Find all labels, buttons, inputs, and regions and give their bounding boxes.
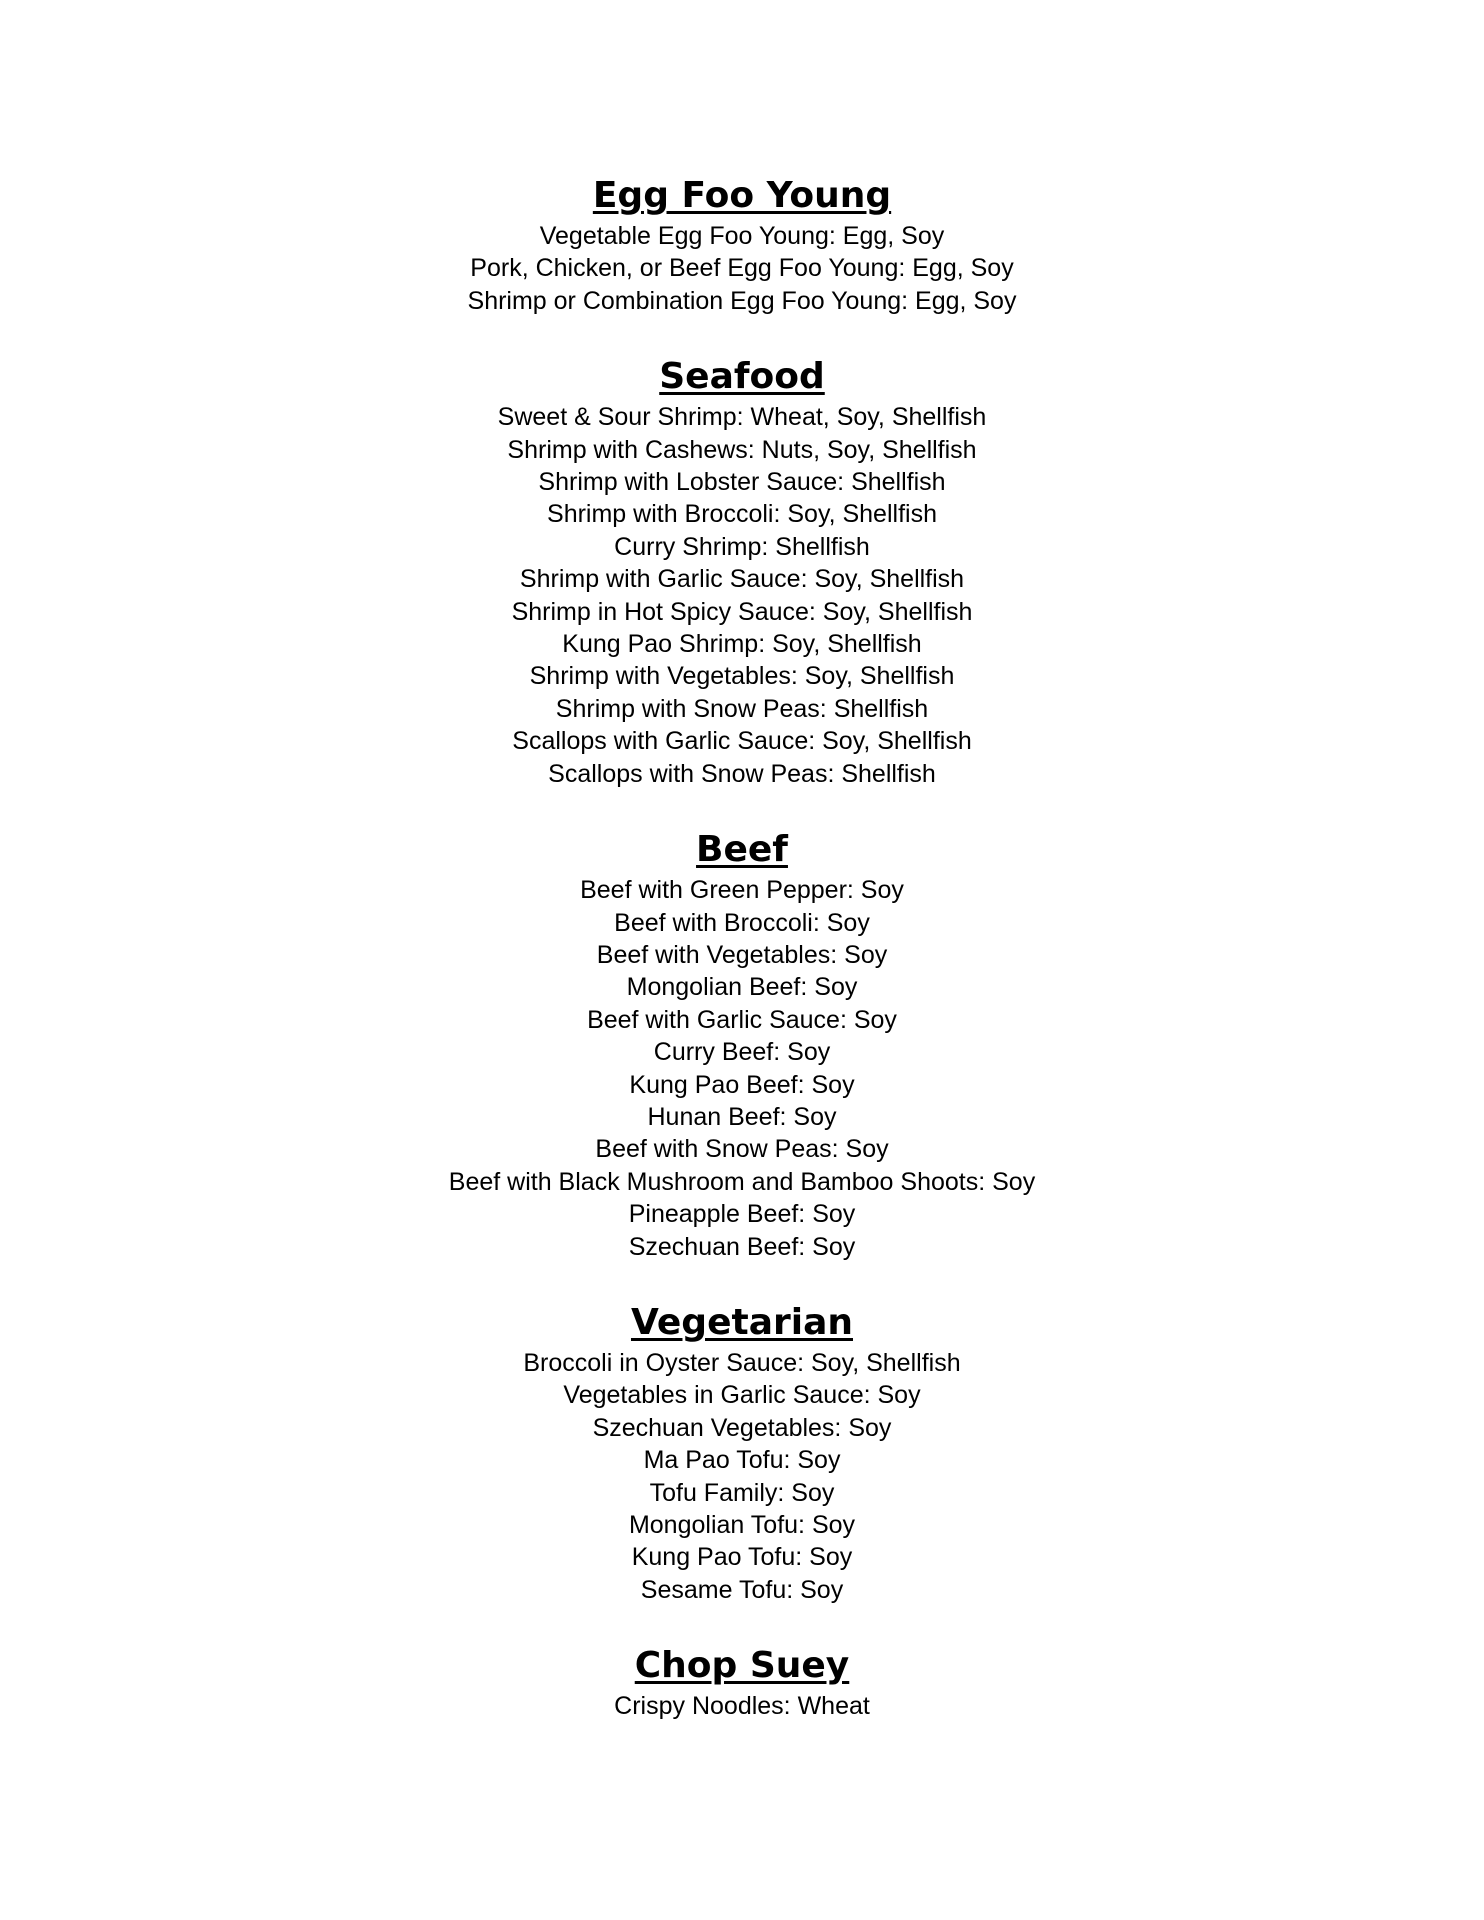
item-list [0, 874, 1484, 1263]
menu-item: Kung Pao Shrimp: Soy, Shellfish [562, 630, 922, 659]
menu-item: Beef with Vegetables: Soy [596, 940, 888, 969]
menu-item: Szechuan Vegetables: Soy [592, 1413, 892, 1442]
menu-item: Hunan Beef: Soy [647, 1102, 837, 1131]
item-list [0, 1690, 1484, 1722]
item-list [0, 1347, 1484, 1606]
menu-item: Pineapple Beef: Soy [628, 1200, 856, 1229]
menu-item: Sesame Tofu: Soy [640, 1575, 844, 1604]
section-vegetarian [0, 1301, 1484, 1606]
menu-item: Crispy Noodles: Wheat [614, 1692, 870, 1721]
item-list [0, 401, 1484, 790]
menu-item: Pork, Chicken, or Beef Egg Foo Young: Egg, Soy [470, 254, 1014, 283]
section-title: Seafood [659, 356, 825, 398]
menu-content [0, 174, 1484, 1761]
section-seafood [0, 355, 1484, 790]
menu-item: Kung Pao Tofu: Soy [631, 1543, 853, 1572]
menu-item: Shrimp or Combination Egg Foo Young: Egg, Soy [467, 286, 1017, 315]
menu-item: Curry Beef: Soy [653, 1038, 831, 1067]
menu-item: Shrimp with Snow Peas: Shellfish [555, 694, 929, 723]
menu-item: Beef with Green Pepper: Soy [580, 876, 904, 905]
menu-item: Mongolian Beef: Soy [626, 973, 858, 1002]
menu-item: Shrimp with Cashews: Nuts, Soy, Shellfish [507, 435, 977, 464]
menu-item: Tofu Family: Soy [649, 1478, 835, 1507]
menu-item: Beef with Snow Peas: Soy [595, 1135, 889, 1164]
menu-item: Scallops with Snow Peas: Shellfish [548, 759, 936, 788]
menu-item: Beef with Broccoli: Soy [614, 908, 870, 937]
menu-item: Shrimp with Broccoli: Soy, Shellfish [547, 500, 937, 529]
menu-item: Curry Shrimp: Shellfish [614, 532, 870, 561]
section-title: Beef [696, 829, 788, 871]
section-chop-suey [0, 1644, 1484, 1722]
menu-item: Beef with Garlic Sauce: Soy [587, 1005, 897, 1034]
menu-item: Mongolian Tofu: Soy [628, 1511, 856, 1539]
section-title: Chop Suey [634, 1645, 850, 1687]
menu-item: Kung Pao Beef: Soy [629, 1070, 855, 1099]
menu-item: Szechuan Beef: Soy [628, 1232, 856, 1261]
section-egg-foo-young [0, 174, 1484, 317]
menu-item: Shrimp in Hot Spicy Sauce: Soy, Shellfish [511, 597, 973, 626]
menu-item: Broccoli in Oyster Sauce: Soy, Shellfish [523, 1348, 961, 1377]
menu-item: Scallops with Garlic Sauce: Soy, Shellfish [512, 727, 972, 756]
menu-item: Sweet & Sour Shrimp: Wheat, Soy, Shellfish [497, 403, 987, 432]
menu-item: Ma Pao Tofu: Soy [643, 1446, 841, 1475]
menu-item: Beef with Black Mushroom and Bamboo Shoots: Soy [448, 1167, 1036, 1196]
menu-item: Shrimp with Vegetables: Soy, Shellfish [529, 662, 955, 691]
menu-item: Vegetables in Garlic Sauce: Soy [563, 1381, 921, 1410]
item-list [0, 220, 1484, 317]
section-title: Egg Foo Young [592, 175, 892, 216]
section-title: Vegetarian [630, 1301, 853, 1343]
menu-item: Shrimp with Lobster Sauce: Shellfish [538, 468, 946, 497]
section-beef [0, 828, 1484, 1263]
menu-item: Shrimp with Garlic Sauce: Soy, Shellfish [519, 565, 965, 594]
menu-item: Vegetable Egg Foo Young: Egg, Soy [539, 222, 945, 250]
